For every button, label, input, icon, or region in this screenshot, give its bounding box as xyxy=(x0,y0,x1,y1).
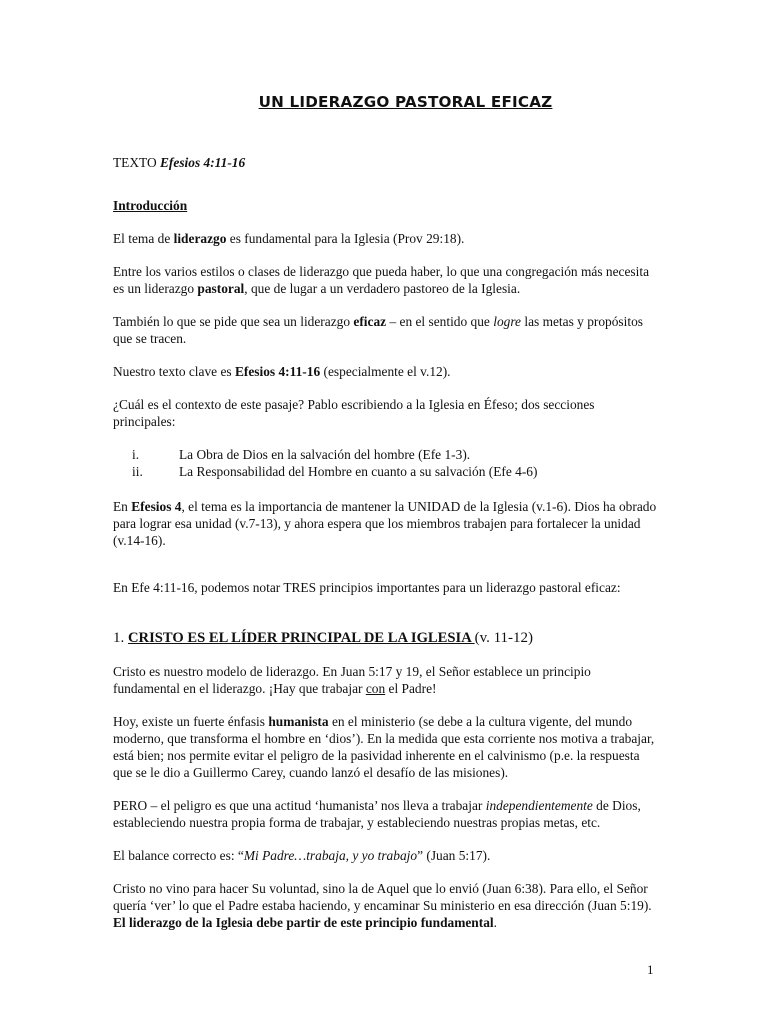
intro-heading: Introducción xyxy=(113,198,188,213)
p1-text-c: es fundamental para la Iglesia (Prov 29:18). xyxy=(226,231,465,246)
p9-bold: humanista xyxy=(268,714,329,729)
p9-text-a: Hoy, existe un fuerte énfasis xyxy=(113,714,269,729)
section-heading-1 xyxy=(113,630,658,647)
p10-italic: independientemente xyxy=(485,798,593,813)
p4-bold: Efesios 4:11-16 xyxy=(234,364,321,379)
paragraph-3 xyxy=(113,313,658,347)
paragraph-12 xyxy=(113,880,658,931)
paragraph-5: ¿Cuál es el contexto de este pasaje? Pablo escribiendo a la Iglesia en Éfeso; dos secciones principales: xyxy=(113,397,595,429)
p1-text-a: El tema de xyxy=(113,231,174,246)
paragraph-8 xyxy=(113,663,658,697)
p1-bold: liderazgo xyxy=(173,231,227,246)
page-number: 1 xyxy=(647,962,654,977)
p3-bold: eficaz xyxy=(353,314,387,329)
paragraph-4 xyxy=(113,363,658,380)
p4-text-c: (especialmente el v.12). xyxy=(320,364,451,379)
list-item-text: La Responsabilidad del Hombre en cuanto a su salvación (Efe 4-6) xyxy=(179,464,538,479)
p12-text-c: . xyxy=(493,915,497,930)
paragraph-7: En Efe 4:11-16, podemos notar TRES principios importantes para un liderazgo pastoral eficaz: xyxy=(113,580,621,595)
p4-text-a: Nuestro texto clave es xyxy=(113,364,235,379)
paragraph-2 xyxy=(113,263,658,297)
p8-text-c: el Padre! xyxy=(385,681,437,696)
list-item xyxy=(113,463,658,480)
texto-line xyxy=(113,154,658,171)
p3-text-a: También lo que se pide que sea un liderazgo xyxy=(113,314,354,329)
paragraph-1 xyxy=(113,230,658,247)
intro-heading-line xyxy=(113,197,658,214)
p8-underline: con xyxy=(365,681,386,696)
p10-text-a: PERO – el peligro es que una actitud ‘humanista’ nos lleva a trabajar xyxy=(113,798,486,813)
p12-text-a: Cristo no vino para hacer Su voluntad, sino la de Aquel que lo envió (Juan 6:38). Para ello, el Señor quería ‘ver’ lo que el Padre estaba haciendo, y encaminar Su ministerio en esa dirección (Juan 5:19). xyxy=(113,881,652,913)
section-number: 1. xyxy=(113,630,128,646)
p9-text-c: en el ministerio (se debe a la cultura vigente, del mundo moderno, que transforma el hombre en ‘dios’). En la medida que esta corriente nos motiva a trabajar, está bien; nos permite evitar el peligro de la pasividad inherente en el calvinismo (p.e. la respuesta que se le dio a Guillermo Carey, cuando lanzó el desafío de las misiones). xyxy=(113,714,655,780)
p11-text-c: ” (Juan 5:17). xyxy=(417,848,491,863)
p6-text-a: En xyxy=(113,499,132,514)
p6-text-c: , el tema es la importancia de mantener la UNIDAD de la Iglesia (v.1-6). Dios ha obrado para lograr esa unidad (v.7-13), y ahora espera que los miembros trabajen para fortalecer la unidad (v.14-16). xyxy=(113,499,657,548)
p12-bold: El liderazgo de la Iglesia debe partir de este principio fundamental xyxy=(113,915,494,930)
sections-list xyxy=(113,446,658,480)
paragraph-10 xyxy=(113,797,658,831)
p11-italic: Mi Padre…trabaja, y yo trabajo xyxy=(243,848,418,863)
p11-text-a: El balance correcto es: “ xyxy=(113,848,244,863)
document-title: UN LIDERAZGO PASTORAL EFICAZ xyxy=(258,93,553,111)
texto-reference: Efesios 4:11-16 xyxy=(160,155,246,170)
p2-text-c: , que de lugar a un verdadero pastoreo de la Iglesia. xyxy=(244,281,521,296)
p3-text-c: – en el sentido que xyxy=(386,314,494,329)
p8-text-a: Cristo es nuestro modelo de liderazgo. En Juan 5:17 y 19, el Señor establece un principio fundamental en el liderazgo. ¡Hay que trabajar xyxy=(113,664,591,696)
document-page xyxy=(113,94,658,947)
paragraph-11 xyxy=(113,847,658,864)
list-item-number: ii. xyxy=(132,464,143,479)
texto-label: TEXTO xyxy=(113,155,160,170)
p6-bold: Efesios 4 xyxy=(131,499,182,514)
list-item xyxy=(113,446,658,463)
p10-text-c: de Dios, estableciendo nuestra propia forma de trabajar, y estableciendo nuestras propias metas, etc. xyxy=(113,798,641,830)
paragraph-9 xyxy=(113,713,658,781)
paragraph-6 xyxy=(113,498,658,549)
section-title: CRISTO ES EL LÍDER PRINCIPAL DE LA IGLESIA xyxy=(128,630,475,646)
p2-bold: pastoral xyxy=(197,281,245,296)
list-item-number: i. xyxy=(132,447,140,462)
section-reference: (v. 11-12) xyxy=(474,630,534,646)
p3-italic: logre xyxy=(493,314,521,329)
list-item-text: La Obra de Dios en la salvación del hombre (Efe 1-3). xyxy=(179,447,471,462)
p3-text-e: las metas y propósitos que se tracen. xyxy=(113,314,643,346)
p2-text-a: Entre los varios estilos o clases de liderazgo que pueda haber, lo que una congregación más necesita es un liderazgo xyxy=(113,264,650,296)
